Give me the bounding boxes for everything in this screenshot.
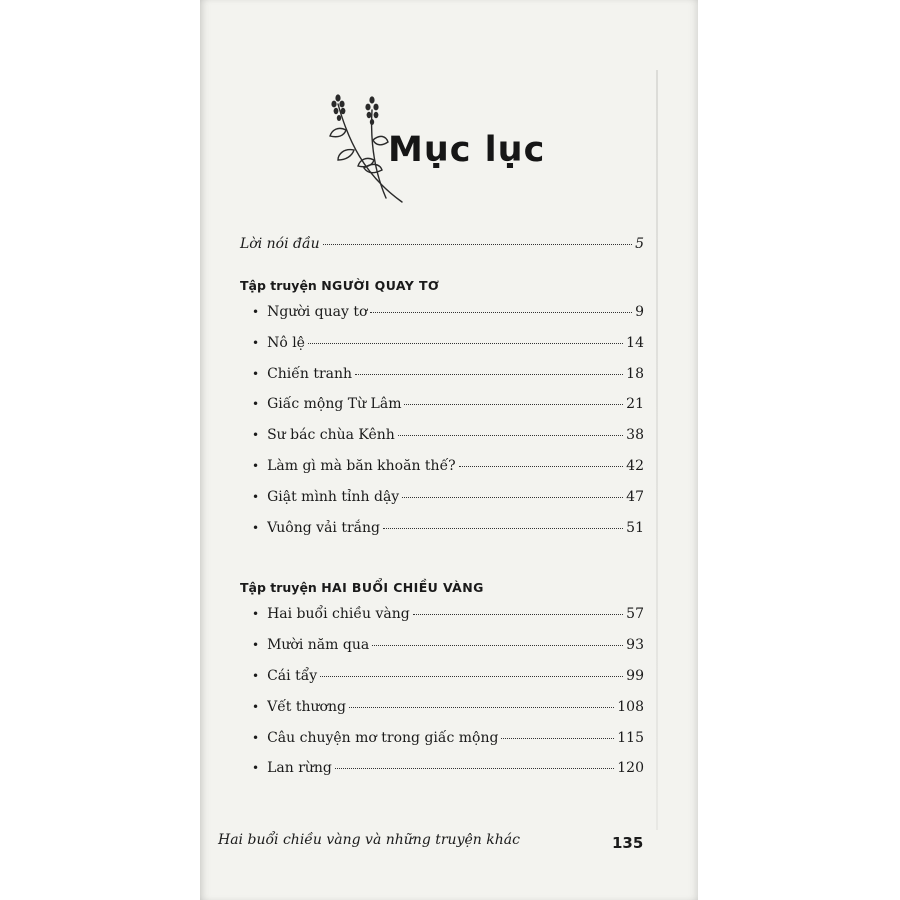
section-prefix: Tập truyện xyxy=(240,580,317,596)
toc-entry-label: Cái tẩy xyxy=(267,667,318,684)
toc-entry-intro[interactable] xyxy=(240,236,644,268)
bullet-icon: • xyxy=(252,699,260,714)
toc-entry-label: Câu chuyện mơ trong giấc mộng xyxy=(267,729,499,746)
leader-dots xyxy=(308,343,623,344)
bullet-icon: • xyxy=(252,305,260,319)
section-gap xyxy=(240,550,644,570)
bullet-icon: • xyxy=(252,761,260,776)
toc-entry-label: Hai buổi chiều vàng xyxy=(267,606,410,623)
toc-entry-label: Chiến tranh xyxy=(267,365,353,382)
toc-entry-page: 57 xyxy=(626,606,644,623)
leader-dots xyxy=(398,435,623,436)
toc-entry[interactable] xyxy=(240,366,644,397)
leader-dots xyxy=(372,645,623,646)
page-title: Mục lục xyxy=(388,130,546,170)
bullet-icon: • xyxy=(252,428,260,443)
bullet-icon: • xyxy=(252,458,260,473)
toc-entry-page: 93 xyxy=(626,637,644,654)
toc-entry-page: 120 xyxy=(617,760,644,777)
section-name: NGƯỜI QUAY TƠ xyxy=(321,278,440,293)
toc-entry[interactable] xyxy=(240,396,644,427)
toc-entry-label: Nô lệ xyxy=(267,334,305,351)
page-number: 135 xyxy=(612,834,644,852)
toc-entry[interactable] xyxy=(240,520,644,551)
toc-entry-page: 38 xyxy=(626,427,644,444)
toc-entry-label: Giấc mộng Từ Lâm xyxy=(267,396,402,413)
toc-entry-label: Người quay tơ xyxy=(267,304,368,320)
toc-entry-page: 5 xyxy=(635,236,644,252)
bullet-icon: • xyxy=(252,730,260,745)
section-heading xyxy=(240,570,644,606)
toc-entry-label: Sư bác chùa Kênh xyxy=(267,427,395,444)
toc-entry-page: 21 xyxy=(626,396,644,413)
bullet-icon: • xyxy=(252,638,260,653)
leader-dots xyxy=(320,676,623,677)
leader-dots xyxy=(355,374,623,375)
toc-entry[interactable] xyxy=(240,304,644,335)
toc-entry[interactable] xyxy=(240,489,644,520)
section-entries xyxy=(240,606,644,791)
leader-dots xyxy=(370,312,632,313)
section-entries xyxy=(240,304,644,550)
section-name: HAI BUỔI CHIỀU VÀNG xyxy=(321,580,484,596)
bullet-icon: • xyxy=(252,335,260,350)
toc-entry[interactable] xyxy=(240,730,644,761)
bullet-icon: • xyxy=(252,366,260,381)
toc-entry[interactable] xyxy=(240,637,644,668)
bullet-icon: • xyxy=(252,668,260,683)
toc-entry-page: 99 xyxy=(626,667,644,684)
toc-entry-page: 42 xyxy=(626,457,644,474)
running-footer-title: Hai buổi chiều vàng và những truyện khác xyxy=(218,832,520,848)
leader-dots xyxy=(383,528,623,529)
book-page xyxy=(200,0,698,900)
toc-entry[interactable] xyxy=(240,668,644,699)
section-prefix: Tập truyện xyxy=(240,278,317,293)
toc-entry[interactable] xyxy=(240,458,644,489)
toc-entry[interactable] xyxy=(240,699,644,730)
toc-entry-page: 18 xyxy=(626,365,644,382)
toc-entry-label: Lan rừng xyxy=(267,760,332,777)
leader-dots xyxy=(459,466,623,467)
leader-dots xyxy=(501,738,614,739)
toc-entry-label: Giật mình tỉnh dậy xyxy=(267,488,400,505)
page-crease xyxy=(656,70,658,830)
toc-entry-label: Vết thương xyxy=(267,698,346,715)
bullet-icon: • xyxy=(252,489,260,504)
table-of-contents xyxy=(240,236,644,791)
toc-entry[interactable] xyxy=(240,335,644,366)
title-block xyxy=(324,90,604,210)
toc-entry-page: 51 xyxy=(626,519,644,536)
leader-dots xyxy=(335,768,614,769)
toc-entry-page: 115 xyxy=(617,729,644,746)
toc-entry-label: Lời nói đầu xyxy=(240,236,320,252)
leader-dots xyxy=(413,614,623,615)
leader-dots xyxy=(323,244,632,245)
toc-entry-page: 9 xyxy=(635,304,644,320)
bullet-icon: • xyxy=(252,607,260,622)
toc-entry[interactable] xyxy=(240,427,644,458)
toc-entry[interactable] xyxy=(240,606,644,637)
leader-dots xyxy=(404,404,623,405)
toc-entry-label: Làm gì mà băn khoăn thế? xyxy=(267,457,456,474)
toc-entry[interactable] xyxy=(240,760,644,791)
leader-dots xyxy=(402,497,623,498)
toc-entry-page: 14 xyxy=(626,334,644,351)
toc-entry-label: Vuông vải trắng xyxy=(267,519,380,536)
section-heading xyxy=(240,268,644,304)
toc-entry-label: Mười năm qua xyxy=(267,637,370,654)
bullet-icon: • xyxy=(252,397,260,412)
toc-entry-page: 47 xyxy=(626,488,644,505)
toc-entry-page: 108 xyxy=(617,698,644,715)
leader-dots xyxy=(349,707,614,708)
bullet-icon: • xyxy=(252,520,260,535)
